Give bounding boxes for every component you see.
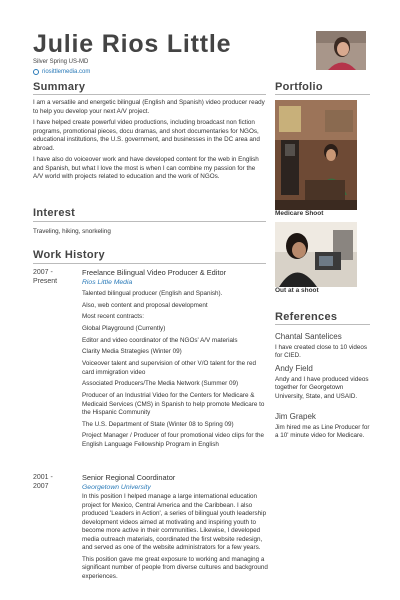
job-date: 2007 - Present bbox=[33, 269, 58, 285]
summary-text bbox=[33, 99, 265, 185]
website-link[interactable] bbox=[33, 68, 90, 76]
job-details bbox=[82, 474, 268, 584]
reference-item bbox=[275, 364, 370, 401]
reference-text: Andy and I have produced videos together for Georgetown University, State, and USAID. bbox=[275, 375, 369, 400]
portfolio-image[interactable] bbox=[275, 222, 357, 287]
avatar bbox=[316, 31, 366, 70]
portfolio-divider bbox=[275, 94, 370, 95]
reference-name: Jim Grapek bbox=[275, 412, 316, 421]
globe-icon bbox=[33, 69, 39, 75]
interest-divider bbox=[33, 221, 266, 222]
job-company[interactable]: Rios Little Media bbox=[82, 278, 133, 286]
location: Silver Spring US-MD bbox=[33, 59, 89, 65]
summary-paragraph: I have helped create powerful video productions, including broadcast non fiction programs, promotional pieces, docu dramas, and short documentaries for NGOs, educational institutions, the U.S. government, and businesses in the DC area and abroad. bbox=[33, 119, 260, 152]
job-item: Also, web content and proposal development bbox=[82, 301, 208, 309]
summary-paragraph: I have also do voiceover work and have developed content for the web in English and Spanish, but what I love the most is when I can combine my passion for the A/V world with projects related to education and the work of NGOs. bbox=[33, 156, 259, 180]
reference-name: Andy Field bbox=[275, 364, 313, 373]
references-heading: References bbox=[275, 311, 338, 323]
job-item: In this position I helped manage a large international education project for Mexico, Central America and the Caribbean. I also produced 'Leaders in Action', a series of bilingual youth leadership development videos aimed at motivating and inspiring youth to become more active in their communities. Likewise, I developed media outreach materials, coordinated the first website redesign, and served as one of the website administrators for a few years. bbox=[82, 493, 267, 552]
website-text[interactable]: riosittlemedia.com bbox=[42, 69, 91, 75]
reference-item bbox=[275, 412, 370, 441]
job-item: Most recent contracts: bbox=[82, 313, 144, 321]
job-date: 2001 - 2007 bbox=[33, 474, 53, 490]
summary-paragraph: I am a versatile and energetic bilingual (English and Spanish) video producer ready to help you develop your next A/V project. bbox=[33, 99, 265, 115]
job-item: Project Manager / Producer of four promotional video clips for the English Language Fellowship Program in English bbox=[82, 432, 265, 448]
portfolio-image[interactable] bbox=[275, 100, 357, 210]
job-item: This position gave me great exposure to working and managing a significant number of people from diverse cultures and background experiences. bbox=[82, 555, 268, 580]
summary-heading: Summary bbox=[33, 81, 86, 93]
reference-item bbox=[275, 332, 370, 361]
reference-name: Chantal Santelices bbox=[275, 332, 342, 341]
job-item: Associated Producers/The Media Network (Summer 09) bbox=[82, 380, 239, 388]
job-item: Editor and video coordinator of the NGOs' A/V materials bbox=[82, 336, 238, 344]
job-company[interactable]: Georgetown University bbox=[82, 483, 151, 491]
work-history-divider bbox=[33, 263, 266, 264]
job-item: Talented bilingual producer (English and Spanish). bbox=[82, 290, 223, 298]
portfolio-heading: Portfolio bbox=[275, 81, 323, 93]
interest-text: Traveling, hiking, snorkeling bbox=[33, 228, 111, 235]
job-details bbox=[82, 269, 268, 453]
reference-text: I have created close to 10 videos for CIED. bbox=[275, 343, 368, 360]
job-item: Global Playground (Currently) bbox=[82, 325, 166, 333]
job-item: The U.S. Department of State (Winter 08 to Spring 09) bbox=[82, 420, 234, 428]
job-item: Voiceover talent and supervision of other V/O talent for the red card immigration video bbox=[82, 360, 256, 376]
reference-text: Jim hired me as Line Producer for a 10' minute video for Medicare. bbox=[275, 423, 370, 440]
work-history-heading: Work History bbox=[33, 249, 105, 261]
job-title: Senior Regional Coordinator bbox=[82, 473, 176, 482]
references-divider bbox=[275, 324, 370, 325]
portfolio-caption: Medicare Shoot bbox=[275, 210, 324, 217]
job-item: Producer of an Industrial Video for the Centers for Medicare & Medicaid Services (CMS) in Spanish to help promote Medicare to the Hispanic Community bbox=[82, 392, 265, 417]
resume-name: Julie Rios Little bbox=[33, 30, 232, 58]
summary-divider bbox=[33, 94, 266, 95]
job-title: Freelance Bilingual Video Producer & Editor bbox=[82, 268, 227, 277]
interest-heading: Interest bbox=[33, 207, 76, 219]
portfolio-caption: Out at a shoot bbox=[275, 287, 319, 294]
job-item: Clarity Media Strategies (Winter 09) bbox=[82, 348, 182, 356]
